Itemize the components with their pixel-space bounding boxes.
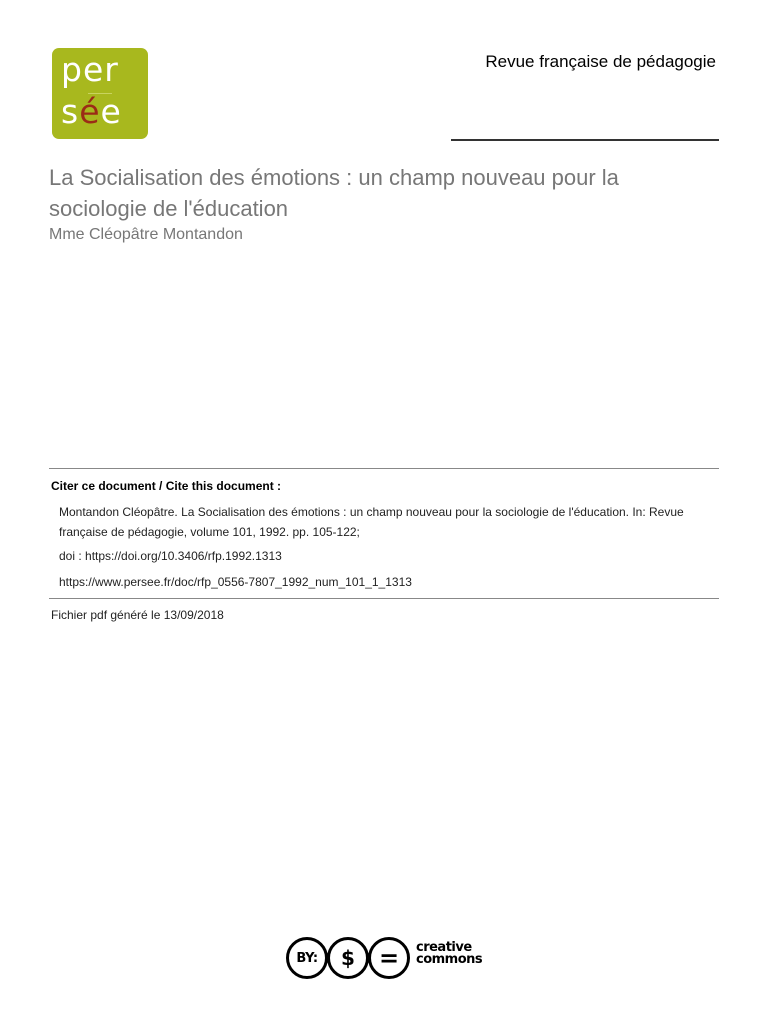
article-title: La Socialisation des émotions : un champ nouveau pour la sociologie de l'éducation [49,165,619,221]
cite-heading: Citer ce document / Cite this document : [51,479,282,493]
creative-commons-badge[interactable] [286,937,486,977]
divider-top [49,468,719,469]
journal-divider [451,139,719,141]
citation-reference: Montandon Cléopâtre. La Socialisation des émotions : un champ nouveau pour la sociologie de l'éducation. In: Revue française de pédagogie, volume 101, 1992. pp. 105-122; [59,505,684,539]
cc-noncommercial-icon: $ [327,937,369,979]
article-author: Mme Cléopâtre Montandon [49,226,243,243]
cc-by-icon: BY: [286,937,328,979]
persee-logo [52,48,148,139]
doi-link[interactable]: doi : https://doi.org/10.3406/rfp.1992.1313 [59,549,282,563]
logo-line-1: per [61,50,119,89]
logo-line-2: sée [61,92,122,131]
generated-date: Fichier pdf généré le 13/09/2018 [51,608,224,622]
divider-bottom [49,598,719,599]
cc-noderivatives-icon: = [368,937,410,979]
persee-url-link[interactable]: https://www.persee.fr/doc/rfp_0556-7807_1992_num_101_1_1313 [59,575,412,589]
journal-name: Revue française de pédagogie [485,52,716,71]
cc-wordmark: creative commons [416,940,483,967]
